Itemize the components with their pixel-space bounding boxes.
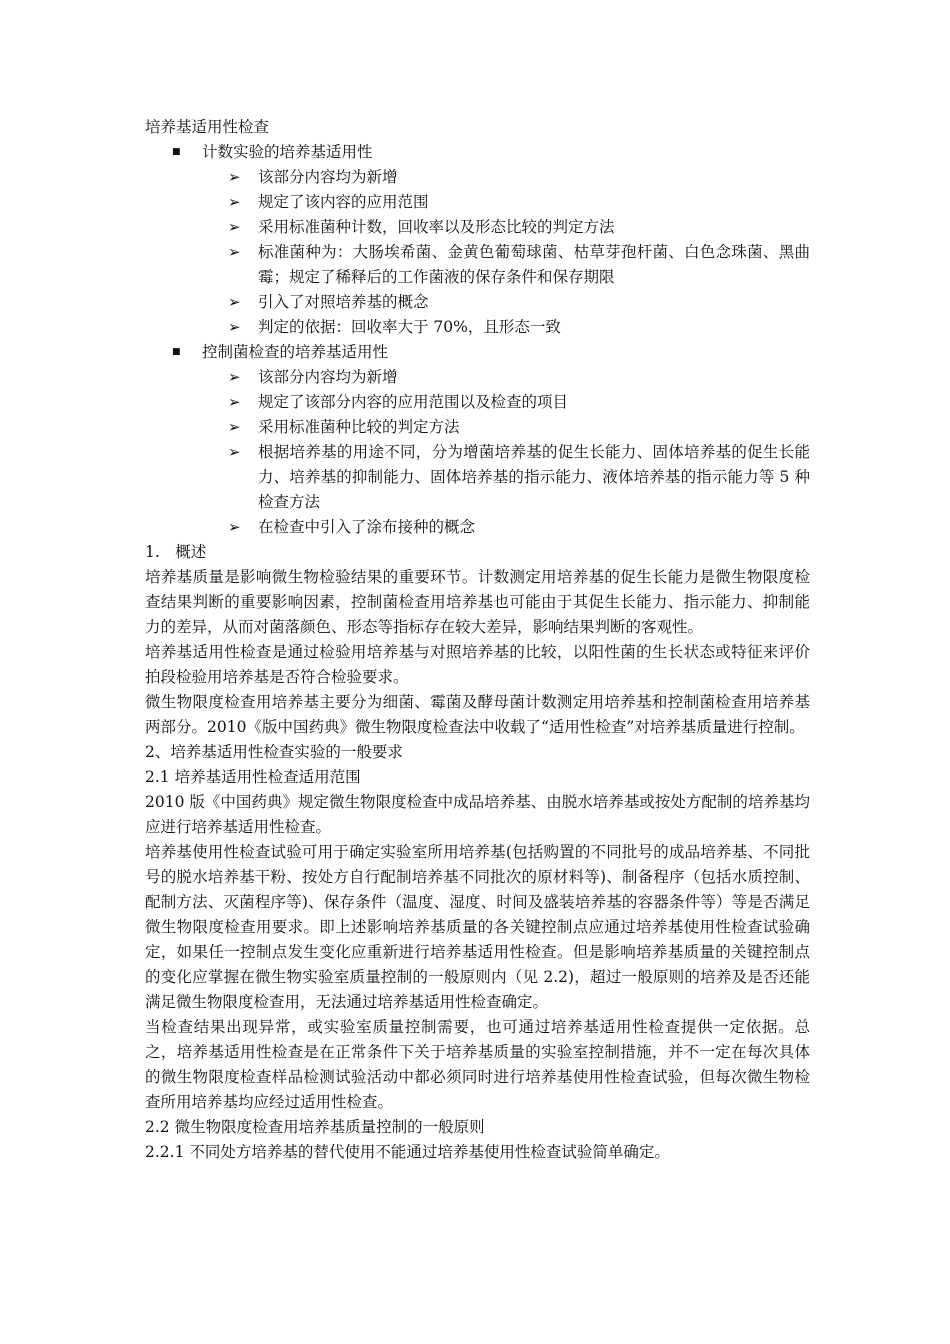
list-item: ➢ 引入了对照培养基的概念 xyxy=(145,290,810,315)
list-item: ➢ 该部分内容均为新增 xyxy=(145,365,810,390)
arrow-bullet-icon: ➢ xyxy=(228,368,241,386)
list-item: ➢ 标准菌种为：大肠埃希菌、金黄色葡萄球菌、枯草芽孢杆菌、白色念珠菌、黑曲霉；规定了稀释后的工作菌液的保存条件和保存期限 xyxy=(145,240,810,290)
paragraph: 2010 版《中国药典》规定微生物限度检查中成品培养基、由脱水培养基或按处方配制的培养基均应进行培养基适用性检查。 xyxy=(145,793,810,836)
heading-section-2-1: 2.1 培养基适用性检查适用范围 xyxy=(145,768,361,786)
arrow-bullet-icon: ➢ xyxy=(228,243,241,261)
square-bullet-icon: ■ xyxy=(172,147,181,157)
paragraph: 培养基使用性检查试验可用于确定实验室所用培养基(包括购置的不同批号的成品培养基、不同批号的脱水培养基干粉、按处方自行配制培养基不同批次的原材料等)、制备程序（包括水质控制、配制方法、灭菌程序等)、保存条件（温度、湿度、时间及盛装培养基的容器条件等）等是否满足微生物限度检查用要求。即上述影响培养基质量的各关键控制点应通过培养基使用性检查试验确定，如果任一控制点发生变化应重新进行培养基适用性检查。但是影响培养基质量的关键控制点的变化应掌握在微生物实验室质量控制的一般原则内（见 2.2)，超过一般原则的培养及是否还能满足微生物限度检查用，无法通过培养基适用性检查确定。 xyxy=(145,843,810,1011)
arrow-bullet-icon: ➢ xyxy=(228,318,241,336)
arrow-bullet-icon: ➢ xyxy=(228,293,241,311)
paragraph: 培养基适用性检查是通过检验用培养基与对照培养基的比较，以阳性菌的生长状态或特征来评价拍段检验用培养基是否符合检验要求。 xyxy=(145,643,810,686)
paragraph: 培养基质量是影响微生物检验结果的重要环节。计数测定用培养基的促生长能力是微生物限度检查结果判断的重要影响因素，控制菌检查用培养基也可能由于其促生长能力、指示能力、抑制能力的差异，从而对菌落颜色、形态等指标存在较大差异，影响结果判断的客观性。 xyxy=(145,568,810,636)
list-item: ➢ 根据培养基的用途不同，分为增菌培养基的促生长能力、固体培养基的促生长能力、培养基的抑制能力、固体培养基的指示能力、液体培养基的指示能力等 5 种检查方法 xyxy=(145,440,810,515)
section-b-label: 控制菌检查的培养基适用性 xyxy=(202,343,389,361)
list-item: ➢ 采用标准菌种比较的判定方法 xyxy=(145,415,810,440)
paragraph: 微生物限度检查用培养基主要分为细菌、霉菌及酵母菌计数测定用培养基和控制菌检查用培养基两部分。2010《版中国药典》微生物限度检查法中收载了“适用性检查”对培养基质量进行控制。 xyxy=(145,693,810,736)
section-a-label: 计数实验的培养基适用性 xyxy=(202,143,373,161)
arrow-bullet-icon: ➢ xyxy=(228,218,241,236)
document-body xyxy=(145,115,810,1165)
heading-section-2: 2、培养基适用性检查实验的一般要求 xyxy=(145,743,403,761)
section-b-bullet xyxy=(145,340,810,365)
arrow-bullet-icon: ➢ xyxy=(228,518,241,536)
section-a-bullet xyxy=(145,140,810,165)
list-item: ➢ 判定的依据：回收率大于 70%，且形态一致 xyxy=(145,315,810,340)
heading-overview: 1. 概述 xyxy=(145,543,207,561)
arrow-bullet-icon: ➢ xyxy=(228,393,241,411)
list-item: ➢ 规定了该内容的应用范围 xyxy=(145,190,810,215)
list-item: ➢ 采用标准菌种计数，回收率以及形态比较的判定方法 xyxy=(145,215,810,240)
square-bullet-icon: ■ xyxy=(172,347,181,357)
arrow-bullet-icon: ➢ xyxy=(228,443,241,461)
doc-title: 培养基适用性检查 xyxy=(145,118,270,136)
arrow-bullet-icon: ➢ xyxy=(228,418,241,436)
arrow-bullet-icon: ➢ xyxy=(228,193,241,211)
heading-section-2-2-1: 2.2.1 不同处方培养基的替代使用不能通过培养基使用性检查试验简单确定。 xyxy=(145,1143,670,1161)
list-item: ➢ 在检查中引入了涂布接种的概念 xyxy=(145,515,810,540)
arrow-bullet-icon: ➢ xyxy=(228,168,241,186)
heading-section-2-2: 2.2 微生物限度检查用培养基质量控制的一般原则 xyxy=(145,1118,485,1136)
list-item: ➢ 该部分内容均为新增 xyxy=(145,165,810,190)
list-item: ➢ 规定了该部分内容的应用范围以及检查的项目 xyxy=(145,390,810,415)
paragraph: 当检查结果出现异常，或实验室质量控制需要，也可通过培养基适用性检查提供一定依据。总之，培养基适用性检查是在正常条件下关于培养基质量的实验室控制措施，并不一定在每次具体的微生物限度检查样品检测试验活动中都必须同时进行培养基使用性检查试验，但每次微生物检查所用培养基均应经过适用性检查。 xyxy=(145,1018,810,1111)
